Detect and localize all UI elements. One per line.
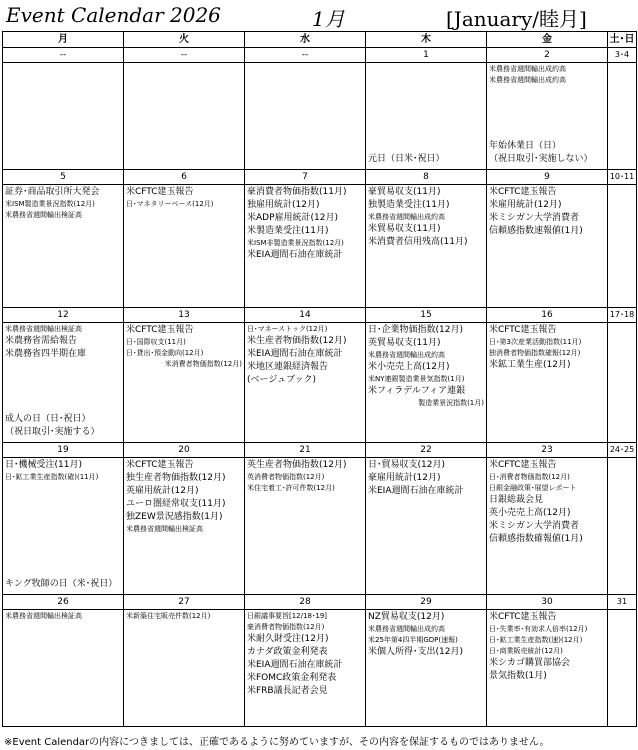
date-number: 15 — [366, 308, 487, 323]
day-cell — [245, 458, 366, 595]
event-item: カナダ政策金利発表 — [247, 647, 328, 657]
event-item: 米CFTC建玉報告 — [126, 325, 194, 335]
date-number: 7 — [245, 170, 366, 185]
weekend-cell — [608, 323, 637, 443]
date-number: 26 — [3, 595, 124, 610]
date-number: 2 — [487, 48, 608, 63]
date-row — [3, 308, 637, 323]
event-item: 日銀総裁会見 — [489, 495, 544, 505]
event-item: 英雇用統計(12月) — [126, 486, 199, 496]
event-item: 日･マネーストック(12月) — [247, 325, 328, 333]
event-item: 英小売売上高(12月) — [489, 508, 571, 518]
event-item: 英消費者物価指数(12月) — [247, 473, 325, 481]
event-item: 米農務省週間輸出検証高 — [5, 612, 82, 620]
event-item: 日･鉱工業生産指数(確)(11月) — [5, 473, 99, 481]
event-item: 米ミシガン大学消費者 — [489, 213, 580, 223]
day-cell — [487, 610, 608, 727]
day-events — [368, 611, 484, 723]
day-cell — [487, 323, 608, 443]
day-events — [489, 186, 605, 304]
day-cell — [366, 610, 487, 727]
event-item: 米CFTC建玉報告 — [489, 325, 557, 335]
day-cell — [487, 63, 608, 170]
event-item: 日銀金融政策･展望レポート — [489, 484, 577, 492]
holiday-note — [368, 153, 445, 166]
event-item: 日･鉱工業生産指数(速)(12月) — [489, 636, 583, 644]
day-cell — [3, 458, 124, 595]
weekend-cell — [608, 458, 637, 595]
day-events — [5, 186, 121, 304]
day-events — [126, 459, 242, 591]
event-item: 米雇用統計(12月) — [489, 200, 562, 210]
event-item: 独製造業受注(11月) — [368, 200, 450, 210]
event-item: 米小売売上高(12月) — [368, 362, 450, 372]
day-cell — [366, 185, 487, 308]
events-row — [3, 610, 637, 727]
event-item: 米ADP雇用統計(12月) — [247, 213, 338, 223]
weekday-header-row — [3, 32, 637, 48]
date-row — [3, 443, 637, 458]
day-events — [247, 186, 363, 304]
day-cell — [124, 458, 245, 595]
event-item: 米消費者物価指数(12月) — [164, 360, 242, 368]
date-number: 14 — [245, 308, 366, 323]
event-item: 米CFTC建玉報告 — [126, 187, 194, 197]
date-number: 21 — [245, 443, 366, 458]
event-item: 米耐久財受注(12月) — [247, 634, 329, 644]
weekend-cell — [608, 185, 637, 308]
date-number: 22 — [366, 443, 487, 458]
day-cell — [124, 323, 245, 443]
event-item: 米個人所得･支出(12月) — [368, 647, 463, 657]
date-number: 1 — [366, 48, 487, 63]
date-number: 16 — [487, 308, 608, 323]
day-cell — [3, 185, 124, 308]
calendar-header — [0, 0, 638, 30]
event-item: 英生産者物価指数(12月) — [247, 460, 347, 470]
day-cell — [3, 610, 124, 727]
event-item: 米農務省週間輸出検証高 — [126, 525, 203, 533]
holiday-note — [489, 140, 593, 166]
holiday-item: （祝日取引･実施する） — [5, 427, 100, 437]
date-row — [3, 595, 637, 610]
event-item: 日･機械受注(11月) — [5, 460, 82, 470]
date-number: -- — [3, 48, 124, 63]
date-number: 10･11 — [608, 170, 637, 185]
date-number: 8 — [366, 170, 487, 185]
date-number: 3･4 — [608, 48, 637, 63]
event-item: 米地区連銀経済報告 — [247, 362, 329, 372]
weekend-cell — [608, 63, 637, 170]
date-number: 9 — [487, 170, 608, 185]
day-events — [126, 611, 242, 723]
event-item: ユーロ圏経常収支(11月) — [126, 499, 226, 509]
holiday-item: 元日（日米･祝日） — [368, 154, 445, 164]
event-item: 独生産者物価指数(12月) — [126, 473, 226, 483]
event-item: 英貿易収支(11月) — [368, 338, 441, 348]
event-item: 日銀議事要旨[12/18･19] — [247, 612, 328, 620]
event-item: 日･貿易収支(12月) — [368, 460, 445, 470]
event-item: 米生産者物価指数(12月) — [247, 336, 347, 346]
date-number: 20 — [124, 443, 245, 458]
weekday-header: 金 — [487, 32, 608, 48]
event-item: 米農務省需給報告 — [5, 336, 78, 346]
day-cell — [124, 610, 245, 727]
day-events — [368, 186, 484, 304]
date-number: 29 — [366, 595, 487, 610]
event-item: 証券･商品取引所大発会 — [5, 187, 100, 197]
event-item: 信頼感指数確報値(1月) — [489, 534, 583, 544]
date-number: 31 — [608, 595, 637, 610]
event-item: 米FOMC政策金利発表 — [247, 673, 337, 683]
event-item: 米NY連銀製造業景気指数(1月) — [368, 375, 465, 383]
calendar-grid — [2, 31, 637, 727]
date-number: 27 — [124, 595, 245, 610]
event-item: 米農務省週間輸出成約高 — [368, 351, 445, 359]
weekday-header: 水 — [245, 32, 366, 48]
event-item: 独雇用統計(12月) — [247, 200, 320, 210]
event-item: 米EIA週間石油在庫統計 — [247, 349, 343, 359]
event-item: 豪消費者物価指数(11月) — [247, 187, 347, 197]
day-events — [247, 324, 363, 439]
event-item: 米FRB議長記者会見 — [247, 686, 328, 696]
holiday-item: 成人の日（日･祝日） — [5, 414, 91, 424]
event-item: 日･商業販売統計(12月) — [489, 647, 563, 655]
day-events — [247, 611, 363, 723]
date-number: 19 — [3, 443, 124, 458]
day-cell — [366, 63, 487, 170]
date-number: 12 — [3, 308, 124, 323]
event-item: 米農務省週間輸出成約高 — [368, 625, 445, 633]
events-row — [3, 458, 637, 595]
day-cell — [366, 458, 487, 595]
day-events — [247, 64, 363, 166]
month-title: 1月 — [312, 7, 345, 31]
event-item: 独消費者物価指数確報(12月) — [489, 349, 581, 357]
calendar-title: Event Calendar 2026 — [6, 3, 221, 27]
date-row — [3, 170, 637, 185]
event-item: 米ISM製造業景況指数(12月) — [5, 200, 95, 208]
event-item: 米CFTC建玉報告 — [489, 460, 557, 470]
weekday-header: 月 — [3, 32, 124, 48]
day-events — [368, 64, 484, 166]
event-item: 米新築住宅販売件数(12月) — [126, 612, 211, 620]
event-item: 豪雇用統計(12月) — [368, 473, 441, 483]
day-events — [5, 64, 121, 166]
event-item: 米農務省週間輸出検証高 — [5, 325, 82, 333]
day-events — [126, 324, 242, 439]
date-number: 24･25 — [608, 443, 637, 458]
event-item: 豪消費者物価指数(12月) — [247, 623, 325, 631]
weekday-header: 土･日 — [608, 32, 637, 48]
event-item: 日･第3次産業活動指数(11月) — [489, 338, 582, 346]
day-events — [368, 324, 484, 439]
event-item: 製造業景況指数(1月) — [418, 399, 484, 407]
date-number: 23 — [487, 443, 608, 458]
date-number: -- — [124, 48, 245, 63]
event-item: 米貿易収支(11月) — [368, 224, 441, 234]
event-item: 米フィラデルフィア連銀 — [368, 386, 466, 396]
date-number: 30 — [487, 595, 608, 610]
event-item: 米CFTC建玉報告 — [126, 460, 194, 470]
event-item: 米農務省四半期在庫 — [5, 349, 87, 359]
event-item: 米EIA週間石油在庫統計 — [247, 660, 343, 670]
event-item: 日･貸出･預金動向(12月) — [126, 349, 204, 357]
day-cell — [487, 458, 608, 595]
event-item: (ベージュブック) — [247, 375, 317, 385]
date-number: 6 — [124, 170, 245, 185]
event-item: 米EIA週間石油在庫統計 — [247, 250, 343, 260]
day-cell — [3, 323, 124, 443]
day-events — [489, 324, 605, 439]
event-item: 米鉱工業生産(12月) — [489, 360, 571, 370]
day-events — [489, 459, 605, 591]
day-cell — [366, 323, 487, 443]
event-item: 景気指数(1月) — [489, 671, 547, 681]
event-item: 米農務省週間輸出成約高 — [368, 213, 445, 221]
day-cell — [245, 185, 366, 308]
day-cell — [124, 185, 245, 308]
event-item: NZ貿易収支(12月) — [368, 612, 445, 622]
event-item: 米住宅着工･許可件数(12月) — [247, 484, 335, 492]
day-events — [489, 64, 605, 166]
event-item: 日･国際収支(11月) — [126, 338, 186, 346]
event-item: 米ISM非製造業景況指数(12月) — [247, 239, 344, 247]
day-events — [368, 459, 484, 591]
day-events — [489, 611, 605, 723]
date-number: 5 — [3, 170, 124, 185]
weekend-cell — [608, 610, 637, 727]
event-item: 豪貿易収支(11月) — [368, 187, 441, 197]
event-item: 米農務省週間輸出検証高 — [5, 211, 82, 219]
event-item: 日･消費者物価指数(12月) — [489, 473, 570, 481]
date-number: 13 — [124, 308, 245, 323]
day-cell — [245, 610, 366, 727]
holiday-item: キング牧師の日（米･祝日） — [5, 579, 118, 589]
day-cell — [3, 63, 124, 170]
day-events — [5, 459, 121, 591]
event-item: 米製造業受注(11月) — [247, 226, 329, 236]
day-events — [126, 64, 242, 166]
day-events — [5, 324, 121, 439]
event-item: 米CFTC建玉報告 — [489, 612, 557, 622]
weekday-header: 火 — [124, 32, 245, 48]
events-row — [3, 323, 637, 443]
event-item: 米農務省週間輸出成約高 — [489, 65, 566, 73]
event-item: 独ZEW景況感指数(1月) — [126, 512, 223, 522]
disclaimer: ※Event Calendarの内容につきましては、正確であるように努めていますが、その内容を保証するものではありません。 — [4, 737, 550, 748]
event-item: 日･企業物価指数(12月) — [368, 325, 463, 335]
event-item: 信頼感指数速報値(1月) — [489, 226, 583, 236]
event-item: 米ミシガン大学消費者 — [489, 521, 580, 531]
events-row — [3, 63, 637, 170]
day-events — [126, 186, 242, 304]
holiday-item: 年始休業日（日） — [489, 141, 562, 151]
event-item: 米シカゴ購買部協会 — [489, 658, 571, 668]
date-number: 28 — [245, 595, 366, 610]
event-item: 米CFTC建玉報告 — [489, 187, 557, 197]
day-cell — [124, 63, 245, 170]
event-item: 米消費者信用残高(11月) — [368, 237, 468, 247]
holiday-note — [5, 578, 117, 591]
holiday-item: （祝日取引･実施しない） — [489, 154, 593, 164]
day-events — [247, 459, 363, 591]
weekday-header: 木 — [366, 32, 487, 48]
event-item: 日･マネタリーベース(12月) — [126, 200, 214, 208]
event-item: 米農務省週間輸出成約高 — [489, 76, 566, 84]
day-cell — [487, 185, 608, 308]
day-events — [5, 611, 121, 723]
date-row — [3, 48, 637, 63]
date-number: 17･18 — [608, 308, 637, 323]
holiday-note — [5, 413, 100, 439]
day-cell — [245, 63, 366, 170]
event-item: 米25年第4四半期GDP(速報) — [368, 636, 458, 644]
events-row — [3, 185, 637, 308]
day-cell — [245, 323, 366, 443]
event-item: 日･失業率･有効求人倍率(12月) — [489, 625, 588, 633]
month-label: [January/睦月] — [446, 7, 587, 31]
date-number: -- — [245, 48, 366, 63]
event-item: 米EIA週間石油在庫統計 — [368, 486, 464, 496]
